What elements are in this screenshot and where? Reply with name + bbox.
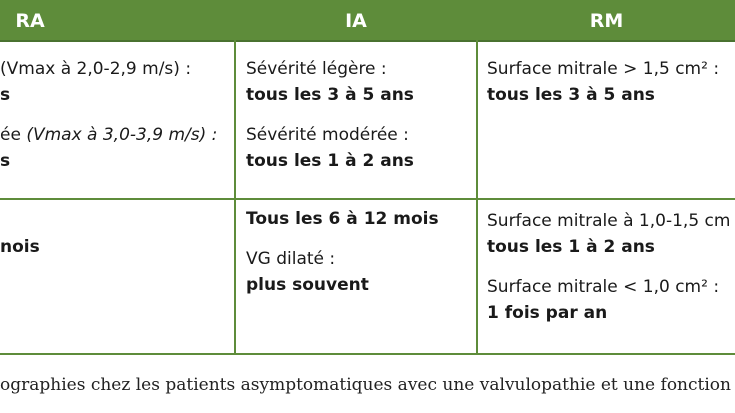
table-header xyxy=(0,0,735,42)
rm-row1-p1-value: tous les 3 à 5 ans xyxy=(487,85,655,105)
table-cell-rm-row1 xyxy=(487,56,735,108)
ra-row1-line1: (Vmax à 2,0-2,9 m/s) : xyxy=(0,59,192,79)
table-cell-ia-row2 xyxy=(246,206,474,298)
row-divider xyxy=(0,198,735,200)
ia-row1-p1-value: tous les 3 à 5 ans xyxy=(246,85,414,105)
ra-row1-line3-italic: (Vmax à 3,0-3,9 m/s) : xyxy=(26,125,218,145)
table-cell-ia-row1 xyxy=(246,56,474,174)
ra-row1-line3-prefix: ée xyxy=(0,125,27,145)
ra-row2-line1: nois xyxy=(0,237,40,257)
rm-row2-p2-label: Surface mitrale < 1,0 cm² : xyxy=(487,277,720,297)
ra-row1-line4: s xyxy=(0,151,11,171)
table-cell-ra-row2 xyxy=(0,234,232,260)
rm-row2-p1-value: tous les 1 à 2 ans xyxy=(487,237,655,257)
rm-row2-p1-label: Surface mitrale à 1,0-1,5 cm xyxy=(487,211,731,231)
table-cell-ra-row1 xyxy=(0,56,232,174)
header-rm: RM xyxy=(589,10,624,32)
rm-row2-p2-value: 1 fois par an xyxy=(487,303,608,323)
ra-row1-line2: s xyxy=(0,85,11,105)
ra-row1-line3 xyxy=(0,122,232,148)
table-cell-rm-row2 xyxy=(487,208,735,326)
ia-row1-p2-value: tous les 1 à 2 ans xyxy=(246,151,414,171)
ia-row2-p2-label: VG dilaté : xyxy=(246,249,336,269)
ia-row2-p1-value: Tous les 6 à 12 mois xyxy=(246,209,439,229)
ia-row2-p2-value: plus souvent xyxy=(246,275,369,295)
table-caption: ographies chez les patients asymptomatiques avec une valvulopathie et une fonction xyxy=(0,375,731,395)
table-bottom-border xyxy=(0,353,735,355)
rm-row1-p1-label: Surface mitrale > 1,5 cm² : xyxy=(487,59,720,79)
column-divider-2 xyxy=(476,0,478,355)
header-ia: IA xyxy=(345,10,367,32)
header-ra: RA xyxy=(15,10,45,32)
column-divider-1 xyxy=(234,0,236,355)
ia-row1-p2-label: Sévérité modérée : xyxy=(246,125,409,145)
ia-row1-p1-label: Sévérité légère : xyxy=(246,59,387,79)
